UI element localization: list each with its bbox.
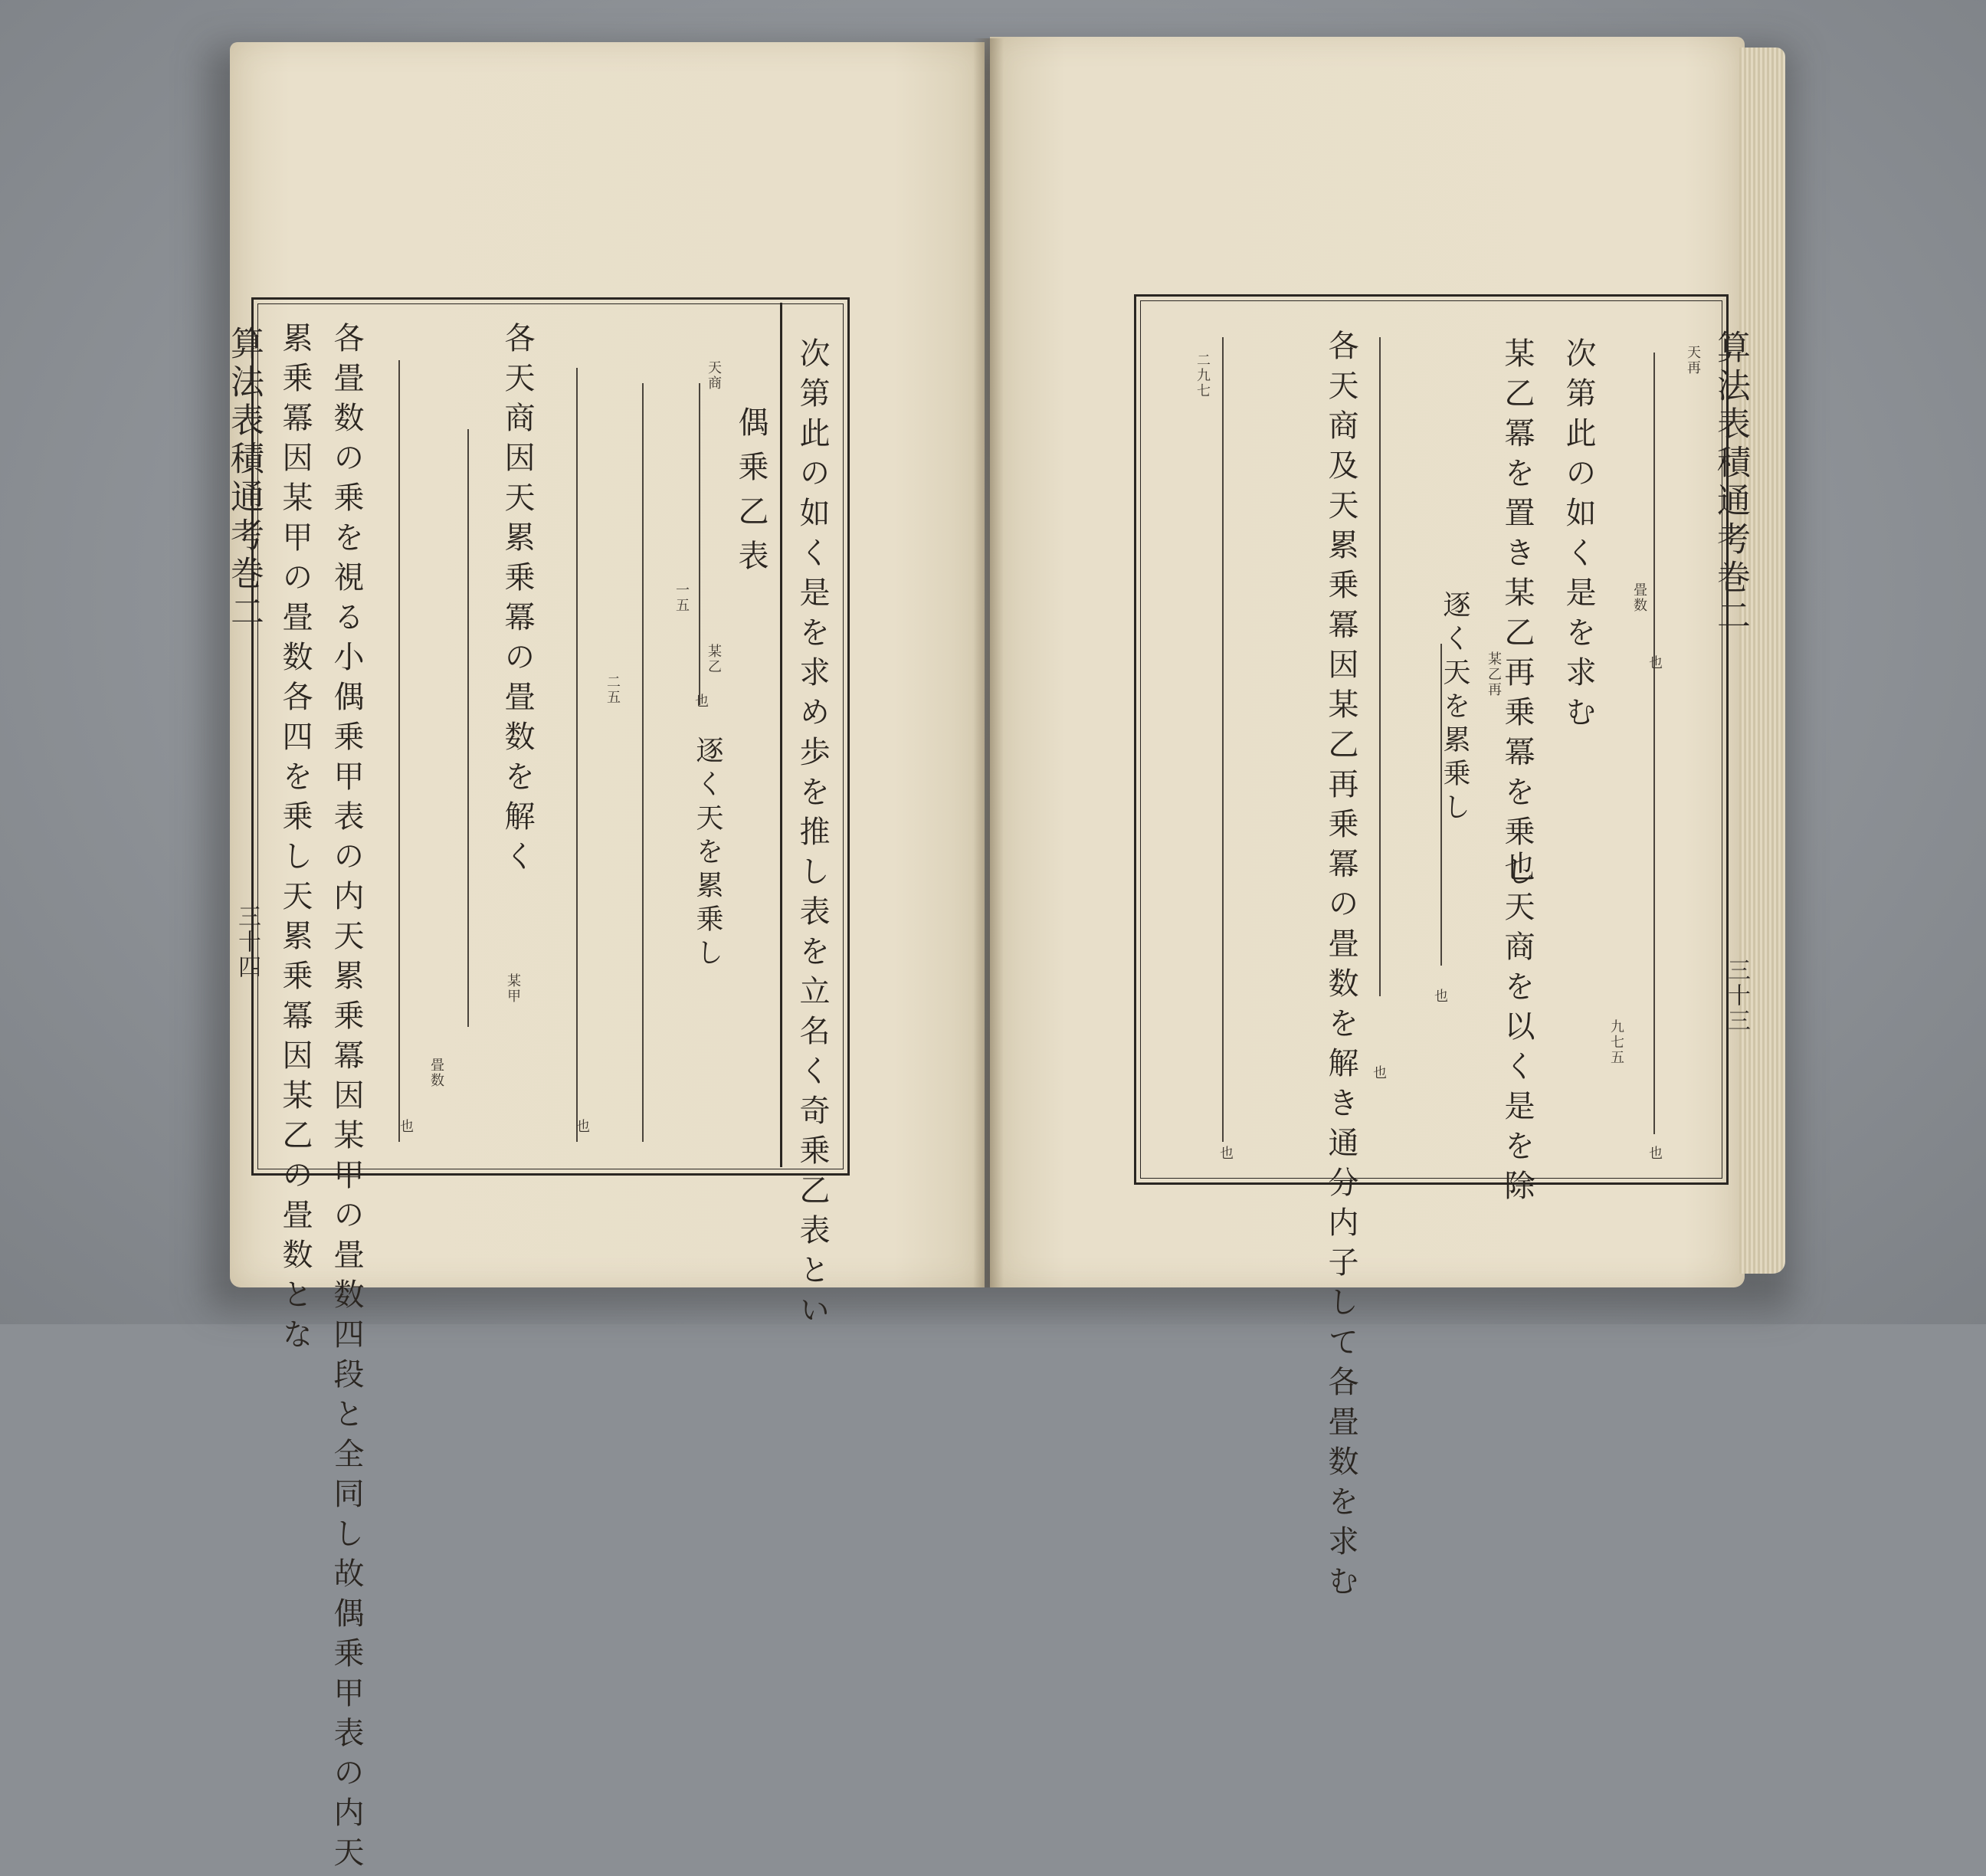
left-table-cell: 也 [693,694,709,709]
book-gutter [973,38,1004,1287]
left-col-4: 累乗冪因某甲の畳数各四を乗し天累乗冪因某乙の畳数とな [277,322,313,1358]
left-table-rule [467,429,469,1027]
right-folio: 三十三 [1723,958,1750,1034]
left-table-cell: 畳数 [428,1058,444,1088]
left-table-rule [398,360,400,1142]
right-table-rule [1653,353,1655,1134]
left-table-note: 逐く天を累乗し [692,736,723,972]
left-col-2: 各天商因天累乗冪の畳数を解く [500,322,535,880]
left-table-cell: 二五 [605,674,621,705]
left-table-rule [576,368,578,1142]
left-title-text: 算法表積通考 [224,326,264,556]
left-heading: 偶乗乙表 [733,406,769,584]
left-table-cell: 天商 [706,360,722,391]
left-table-cell: 也 [574,1119,590,1134]
right-volume-text: 巻二 [1711,559,1750,636]
right-col-2: 某乙冪を置き某乙再乗冪を乗し [1499,337,1535,895]
left-col-1: 次第此の如く是を求め歩を推し表を立名く奇乗乙表とい [795,337,830,1333]
left-table-cell: 也 [398,1119,414,1134]
right-table-cell: 天再 [1685,345,1701,376]
left-table-rule [642,383,644,1142]
right-table-cell: 也 [1647,1146,1663,1161]
left-table-cell: 某乙 [706,644,722,674]
right-table-rule [1222,337,1224,1142]
right-table-cell: 也 [1217,1146,1234,1161]
right-table-cell: 二九七 [1195,353,1211,398]
right-col-1: 次第此の如く是を求む [1561,337,1596,736]
right-title-text: 算法表積通考 [1711,330,1750,559]
page-edges [1739,48,1785,1274]
right-table-cell: 也 [1647,655,1663,671]
right-table-cell: 某乙再 [1486,651,1502,697]
right-table-cell: 也 [1432,989,1448,1004]
left-table-cell: 一五 [673,582,690,613]
left-folio: 三十四 [234,904,261,980]
right-table-cell: 畳数 [1631,582,1647,613]
left-volume-text: 巻二 [224,556,264,632]
left-col-3: 各畳数の乗を視る小偶乗甲表の内天累乗冪因某甲の畳数四段と全同し故偶乗甲表の内天 [329,322,364,1876]
left-column-divider [780,303,782,1167]
right-col-4: 各天商及天累乗冪因某乙再乗冪の畳数を解き通分内子して各畳数を求む [1323,330,1358,1605]
right-table-cell: 也 [1371,1065,1387,1081]
right-table-note: 逐く天を累乗し [1439,590,1470,826]
right-table-cell: 九七五 [1608,1019,1624,1065]
left-table-cell: 某甲 [505,973,521,1004]
right-col-3: 也天商を以く是を除 [1499,851,1535,1209]
right-table-rule [1379,337,1381,996]
left-table-rule [699,383,700,705]
